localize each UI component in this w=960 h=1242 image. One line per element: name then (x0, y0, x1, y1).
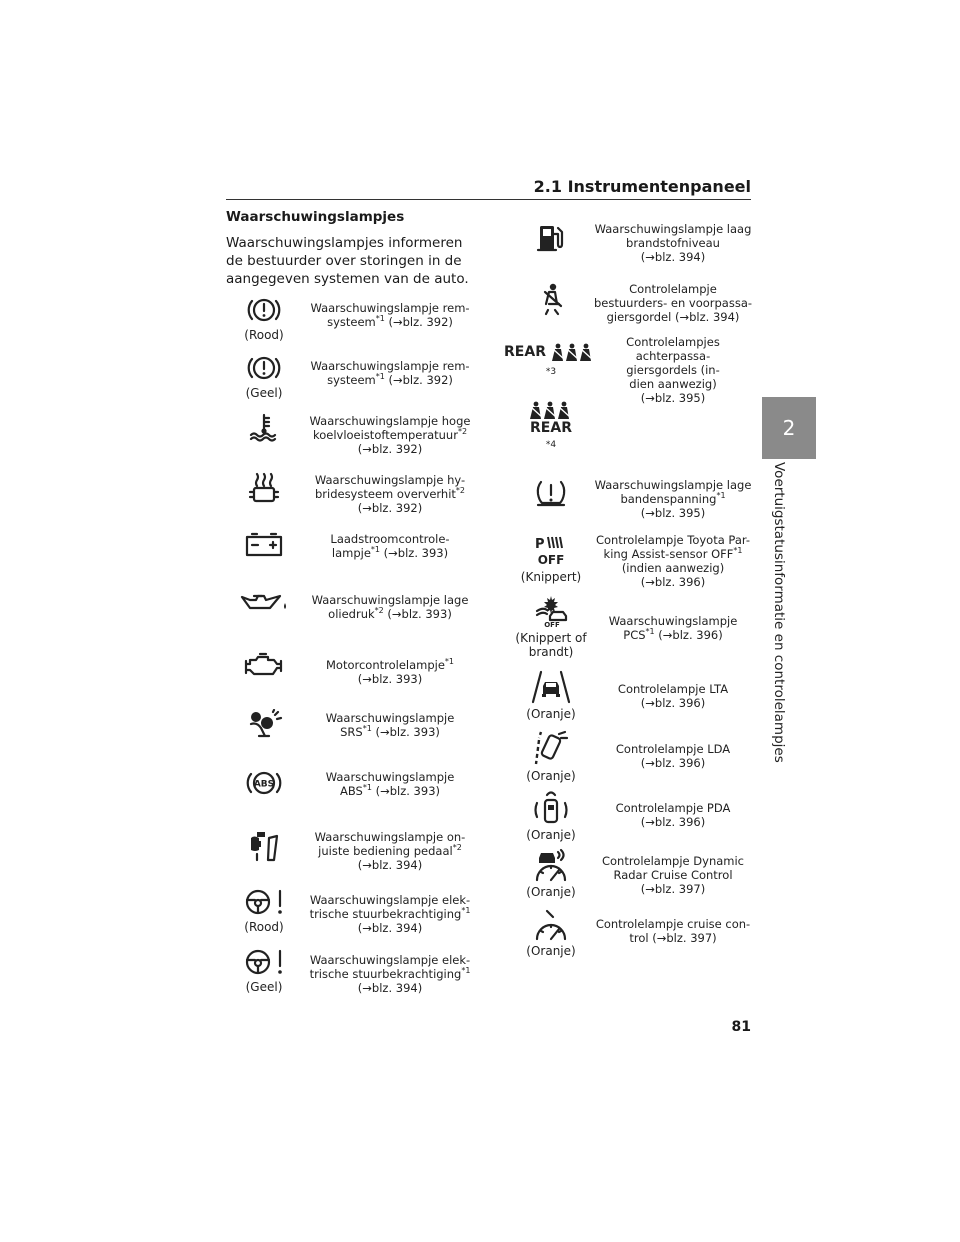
warning-light-icon-cell (234, 709, 294, 743)
warning-light-description (300, 359, 480, 387)
indicator-description (594, 222, 752, 264)
description-line (300, 672, 480, 686)
description-line: bandenspanning$^{*1}$ (620, 491, 726, 506)
footnote-marker: *3 (545, 367, 557, 377)
warning-light-description (300, 770, 480, 798)
description-line: koelvloeistoftemperatuur$^{*2}$ (312, 427, 468, 442)
running-header: 2.1 Instrumentenpaneel (533, 177, 751, 196)
warning-light-description (300, 532, 480, 560)
indicator-description (594, 614, 752, 642)
warning-light-icon-cell (234, 650, 294, 680)
pedal-misoperation-icon (247, 828, 281, 864)
chapter-tab: 2 (762, 397, 816, 459)
footnote-marker: *2 (452, 843, 462, 853)
page-reference[interactable]: (→blz. 392) (384, 373, 453, 387)
icon-caption: (Rood) (244, 328, 284, 342)
page-reference[interactable]: (→blz. 393) (371, 725, 440, 739)
warning-light-description (300, 830, 480, 872)
description-line: lampje$^{*1}$ (→blz. 393) (331, 545, 449, 560)
svg-text:P: P (535, 537, 545, 552)
page-reference[interactable]: (→blz. 393) (383, 607, 452, 621)
description-line: Controlelampje Toyota Par- (595, 533, 751, 547)
footnote-marker: *2 (374, 606, 384, 616)
description-line: Waarschuwingslampje lage (594, 478, 752, 492)
page-reference[interactable]: (→blz. 394) (357, 858, 423, 872)
footnote-marker: *2 (455, 486, 466, 496)
description-line: Controlelampje LDA (615, 742, 731, 756)
section-heading: Waarschuwingslampjes (226, 209, 405, 225)
svg-text:OFF: OFF (537, 553, 565, 567)
icon-caption: (Oranje) (526, 707, 576, 721)
warning-light-icon-cell (234, 591, 294, 615)
indicator-icon-cell (506, 848, 596, 899)
indicator-description (594, 533, 752, 589)
description-line: bridesysteem oververhit$^{*2}$ (314, 486, 466, 501)
oil-pressure-icon (238, 591, 290, 615)
footnote-marker: *1 (370, 545, 381, 555)
description-line: Waarschuwingslampje (608, 614, 738, 628)
description-line: brandstofniveau (626, 236, 720, 250)
description-line: giersgordel (→blz. 394) (606, 310, 740, 324)
description-line: Waarschuwingslampje on- (314, 830, 466, 844)
footnote-marker: *1 (362, 724, 372, 734)
description-line: bestuurders- en voorpassa- (594, 296, 753, 310)
svg-text:ABS: ABS (253, 779, 275, 790)
description-line: Controlelampje cruise con- (595, 917, 751, 931)
description-line: Waarschuwingslampje (325, 711, 455, 725)
abs-icon (245, 768, 283, 798)
description-line: (→blz. 396) (640, 756, 706, 770)
indicator-description (594, 917, 752, 945)
description-line: oliedruk$^{*2}$ (→blz. 393) (328, 606, 452, 621)
warning-light-icon-cell (234, 828, 294, 864)
page-reference[interactable]: (→blz. 392) (357, 501, 423, 515)
description-line: Waarschuwingslampje elek- (309, 953, 471, 967)
warning-light-icon-cell (234, 887, 294, 934)
rear-seatbelt-icon (548, 341, 598, 363)
description-line: (→blz. 397) (640, 882, 706, 896)
battery-icon (244, 530, 284, 558)
description-line (300, 501, 480, 515)
warning-light-icon-cell (234, 295, 294, 342)
page-reference[interactable]: (→blz. 394) (357, 921, 423, 935)
brake-warning-icon (246, 295, 282, 325)
description-line: Waarschuwingslampje elek- (309, 893, 471, 907)
description-line: (→blz. 396) (640, 696, 706, 710)
description-line: systeem$^{*1}$ (→blz. 392) (327, 314, 453, 329)
page-reference[interactable]: (→blz. 393) (380, 546, 449, 560)
cruise-control-icon (531, 907, 571, 941)
description-line: Waarschuwingslampje hoge (309, 414, 471, 428)
icon-caption: (Knippert) (520, 570, 582, 584)
indicator-description (594, 742, 752, 770)
description-line: Motorcontrolelampje$^{*1}$ (325, 657, 455, 672)
warning-light-description (300, 953, 480, 995)
footnote-marker: *1 (733, 546, 743, 556)
tire-pressure-icon (533, 478, 569, 508)
description-line: king Assist-sensor OFF$^{*1}$ (603, 546, 743, 561)
icon-caption: (Geel) (245, 386, 283, 400)
warning-light-icon-cell (234, 353, 294, 400)
footnote-marker: *1 (461, 966, 471, 976)
indicator-description (594, 282, 752, 324)
icon-caption: (Knippert of brandt) (515, 631, 587, 659)
indicator-icon-cell (506, 533, 596, 584)
indicator-icon-cell (506, 282, 596, 316)
chapter-title: Voertuigstatusinformatie en controlelampjes (771, 462, 787, 763)
section-intro: Waarschuwingslampjes informeren de bestuurder over storingen in de aangegeven systemen van de auto. (226, 235, 469, 287)
indicator-description (594, 682, 752, 710)
description-line: Waarschuwingslampje lage (311, 593, 469, 607)
indicator-icon-cell (506, 670, 596, 721)
description-line: Waarschuwingslampje laag (594, 222, 752, 236)
page-number: 81 (731, 1019, 751, 1035)
indicator-icon-cell (506, 907, 596, 958)
hybrid-overheat-icon (246, 471, 282, 505)
warning-light-description (300, 301, 480, 329)
warning-light-icon-cell (234, 471, 294, 505)
description-line: (→blz. 395) (640, 506, 706, 520)
rear-seatbelt-variant-2: REAR (526, 399, 576, 436)
fuel-low-icon (534, 222, 568, 254)
description-line: Waarschuwingslampje hy- (314, 473, 466, 487)
svg-text:OFF: OFF (544, 621, 560, 628)
indicator-icon-cell (506, 335, 596, 452)
description-line: (→blz. 396) (640, 575, 706, 589)
description-line: Radar Cruise Control (613, 868, 733, 882)
description-line: Controlelampje PDA (615, 801, 731, 815)
description-line: giersgordels (in- (626, 363, 720, 377)
page-reference[interactable]: (→blz. 392) (357, 442, 423, 456)
parking-assist-off-icon (531, 533, 571, 567)
description-line: Waarschuwingslampje rem- (310, 301, 470, 315)
icon-caption: (Oranje) (526, 769, 576, 783)
footnote-marker: *4 (545, 440, 557, 450)
indicator-icon-cell (506, 730, 596, 783)
indicator-icon-cell (506, 478, 596, 508)
description-line: trol (→blz. 397) (629, 931, 717, 945)
eps-steering-icon (242, 887, 286, 917)
footnote-marker: *1 (375, 372, 385, 382)
description-line: Waarschuwingslampje (325, 770, 455, 784)
description-line: trische stuurbekrachtiging$^{*1}$ (309, 966, 471, 981)
icon-caption: (Oranje) (526, 885, 576, 899)
description-line: (→blz. 394) (640, 250, 706, 264)
icon-caption: (Geel) (245, 980, 283, 994)
indicator-icon-cell (506, 222, 596, 254)
warning-light-description (300, 473, 480, 515)
warning-light-description (300, 711, 480, 739)
footnote-marker: *1 (716, 491, 726, 501)
indicator-description (594, 854, 752, 896)
description-line (300, 921, 480, 935)
srs-airbag-icon (245, 709, 283, 743)
warning-light-description (300, 658, 480, 686)
description-line: trische stuurbekrachtiging$^{*1}$ (309, 906, 471, 921)
coolant-temp-icon (246, 412, 282, 442)
eps-steering-icon (242, 947, 286, 977)
footnote-marker: *1 (444, 657, 455, 667)
lta-icon (529, 670, 573, 704)
description-line: (indien aanwezig) (621, 561, 725, 575)
footnote-marker: *1 (461, 906, 471, 916)
indicator-icon-cell (506, 789, 596, 842)
description-line: Laadstroomcontrole- (330, 532, 450, 546)
icon-caption: (Oranje) (526, 944, 576, 958)
description-line: Controlelampje Dynamic (601, 854, 745, 868)
lda-icon (533, 730, 569, 766)
engine-check-icon (242, 650, 286, 680)
description-line (300, 442, 480, 456)
description-line (300, 981, 480, 995)
description-line: juiste bediening pedaal$^{*2}$ (318, 843, 462, 858)
icon-caption: (Oranje) (526, 828, 576, 842)
warning-light-description (300, 593, 480, 621)
description-line: (→blz. 395) (640, 391, 706, 405)
footnote-marker: *2 (457, 427, 468, 437)
footnote-marker: *1 (645, 627, 655, 637)
description-line: Controlelampje (629, 282, 717, 296)
rear-seatbelt-icon (526, 399, 576, 421)
description-line: SRS$^{*1}$ (→blz. 393) (340, 724, 440, 739)
page-reference[interactable]: (→blz. 393) (357, 672, 423, 686)
warning-light-icon-cell (234, 412, 294, 442)
page-reference[interactable]: (→blz. 396) (654, 628, 723, 642)
description-line: Controlelampjes (626, 335, 720, 349)
pda-icon (529, 789, 573, 825)
footnote-marker: *1 (362, 783, 372, 793)
footnote-marker: *1 (375, 314, 385, 324)
seatbelt-icon (535, 282, 567, 316)
header-divider (226, 199, 751, 200)
page-reference[interactable]: (→blz. 394) (357, 981, 423, 995)
warning-light-icon-cell (234, 768, 294, 798)
description-line: (→blz. 396) (640, 815, 706, 829)
icon-caption: (Rood) (244, 920, 284, 934)
description-line (300, 858, 480, 872)
description-line: systeem$^{*1}$ (→blz. 392) (327, 372, 453, 387)
rear-seatbelt-variant-1: REAR (504, 341, 598, 363)
pcs-icon (531, 594, 571, 628)
brake-warning-icon (246, 353, 282, 383)
description-line: Waarschuwingslampje rem- (310, 359, 470, 373)
indicator-description (594, 335, 752, 405)
warning-light-icon-cell (234, 530, 294, 558)
indicator-description (594, 801, 752, 829)
warning-light-description (300, 414, 480, 456)
indicator-icon-cell (506, 594, 596, 659)
description-line: dien aanwezig) (629, 377, 717, 391)
warning-light-description (300, 893, 480, 935)
radar-cruise-icon (529, 848, 573, 882)
description-line: Controlelampje LTA (617, 682, 729, 696)
description-line: ABS$^{*1}$ (→blz. 393) (339, 783, 440, 798)
description-line: achterpassa- (635, 349, 711, 363)
page-reference[interactable]: (→blz. 392) (384, 315, 453, 329)
warning-light-icon-cell (234, 947, 294, 994)
indicator-description (594, 478, 752, 520)
page-reference[interactable]: (→blz. 393) (371, 784, 440, 798)
description-line: PCS$^{*1}$ (→blz. 396) (623, 627, 723, 642)
